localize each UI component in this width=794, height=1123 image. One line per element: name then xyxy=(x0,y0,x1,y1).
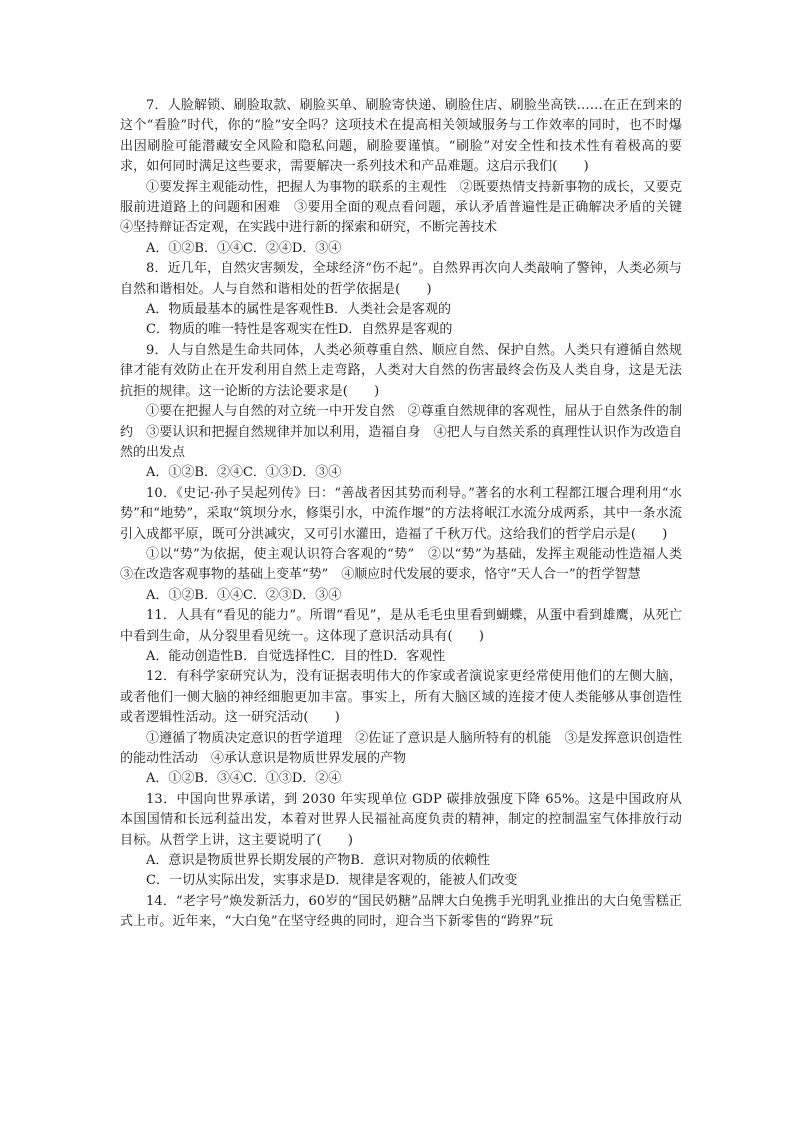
question-stem: 9．人与自然是生命共同体，人类必须尊重自然、顺应自然、保护自然。人类只有遵循自然规律才能有效防止在开发利用自然上走弯路，人类对大自然的伤害最终会伤及人类自身，这是无法抗拒的规律。这一论断的方法论要求是( ) xyxy=(120,342,682,399)
answer-choices: A．①②B．①④C．②③D．③④ xyxy=(146,587,342,603)
question-statements: ①以“势”为依据，使主观认识符合客观的“势” ②以“势”为基础，发挥主观能动性造福人类 ③在改造客观事物的基础上变革“势” ④顺应时代发展的要求，恪守“天人合一”的哲学智慧 xyxy=(120,546,696,583)
question-9 xyxy=(120,341,682,484)
question-stem: 11．人具有“看见的能力”。所谓“看见”，是从毛毛虫里看到蝴蝶，从蛋中看到雄鹰，从死亡中看到生命，从分裂里看见统一。这体现了意识活动具有( ) xyxy=(120,608,682,644)
answer-choices: C．一切从实际出发，实事求是D．规律是客观的，能被人们改变 xyxy=(146,873,518,889)
answer-choices: A．①②B．③④C．①③D．②④ xyxy=(146,771,342,787)
answer-choices: A．①②B．②④C．①③D．③④ xyxy=(146,465,342,481)
answer-choices: A．①②B．①④C．②④D．③④ xyxy=(146,240,342,256)
question-12 xyxy=(120,667,682,789)
answer-choices: A．能动创造性B．自觉选择性C．目的性D．客观性 xyxy=(146,648,446,664)
question-stem: 7．人脸解锁、刷脸取款、刷脸买单、刷脸寄快递、刷脸住店、刷脸坐高铁……在正在到来的这个“看脸”时代，你的“脸”安全吗？这项技术在提高相关领域服务与工作效率的同时，也不时爆出因刷脸可能潜藏安全风险和隐私问题，刷脸要谨慎。“刷脸”对安全性和技术性有着极高的要求，如何同时满足这些要求，需要解决一系列技术和产品难题。这启示我们( ) xyxy=(120,98,682,175)
question-7 xyxy=(120,96,696,259)
answer-choices: C．物质的唯一特性是客观实在性D．自然界是客观的 xyxy=(146,322,453,338)
answer-choices: A．意识是物质世界长期发展的产物B．意识对物质的依赖性 xyxy=(146,853,490,869)
answer-choices: A．物质最基本的属性是客观性B．人类社会是客观的 xyxy=(146,302,451,318)
question-11 xyxy=(120,606,682,667)
question-statements: ①要在把握人与自然的对立统一中开发自然 ②尊重自然规律的客观性，屈从于自然条件的制约 ③要认识和把握自然规律并加以利用，造福自身 ④把人与自然关系的真理性认识作为改造自然的出发点 xyxy=(120,404,682,460)
question-stem: 10．《史记·孙子吴起列传》曰：“善战者因其势而利导。”著名的水利工程都江堰合理利用“水势”和“地势”，采取“筑坝分水，修渠引水，中流作堰”的方法将岷江水流分成两系，其中一条水流引入成都平原，既可分洪减灾，又可引水灌田，造福了千秋万代。这给我们的哲学启示是( ) xyxy=(120,485,682,542)
question-stem: 14．“老字号”焕发新活力，60岁的“国民奶糖”品牌大白兔携手光明乳业推出的大白兔雪糕正式上市。近年来，“大白兔”在坚守经典的同时，迎合当下新零售的“跨界”玩 xyxy=(120,893,682,930)
question-statements: ①要发挥主观能动性，把握人为事物的联系的主观性 ②既要热情支持新事物的成长，又要克服前进道路上的问题和困难 ③要用全面的观点看问题，承认矛盾普遍性是正确解决矛盾的关键 ④坚持辩证否定观，在实践中进行新的探索和研究，不断完善技术 xyxy=(120,179,696,236)
question-10 xyxy=(120,484,696,606)
question-14 xyxy=(120,892,682,933)
question-statements: ①遵循了物质决定意识的哲学道理 ②佐证了意识是人脑所特有的机能 ③是发挥意识创造性的能动性活动 ④承认意识是物质世界发展的产物 xyxy=(120,730,682,766)
question-8 xyxy=(120,259,682,341)
question-stem: 13．中国向世界承诺，到 2030 年实现单位 GDP 碳排放强度下降 65%。这是中国政府从本国国情和长远利益出发，本着对世界人民福祉高度负责的精神，制定的控制温室气体排放行动目标。从哲学上讲，这主要说明了( ) xyxy=(120,791,682,848)
question-stem: 12．有科学家研究认为，没有证据表明伟大的作家或者演说家更经常使用他们的左侧大脑，或者他们一侧大脑的神经细胞更加丰富。事实上，所有大脑区域的连接才使人类能够从事创造性或者逻辑性活动。这一研究活动( ) xyxy=(120,669,682,726)
question-13 xyxy=(120,790,682,892)
question-stem: 8．近几年，自然灾害频发，全球经济“伤不起”。自然界再次向人类敲响了警钟，人类必须与自然和谐相处。人与自然和谐相处的哲学依据是( ) xyxy=(120,261,682,297)
